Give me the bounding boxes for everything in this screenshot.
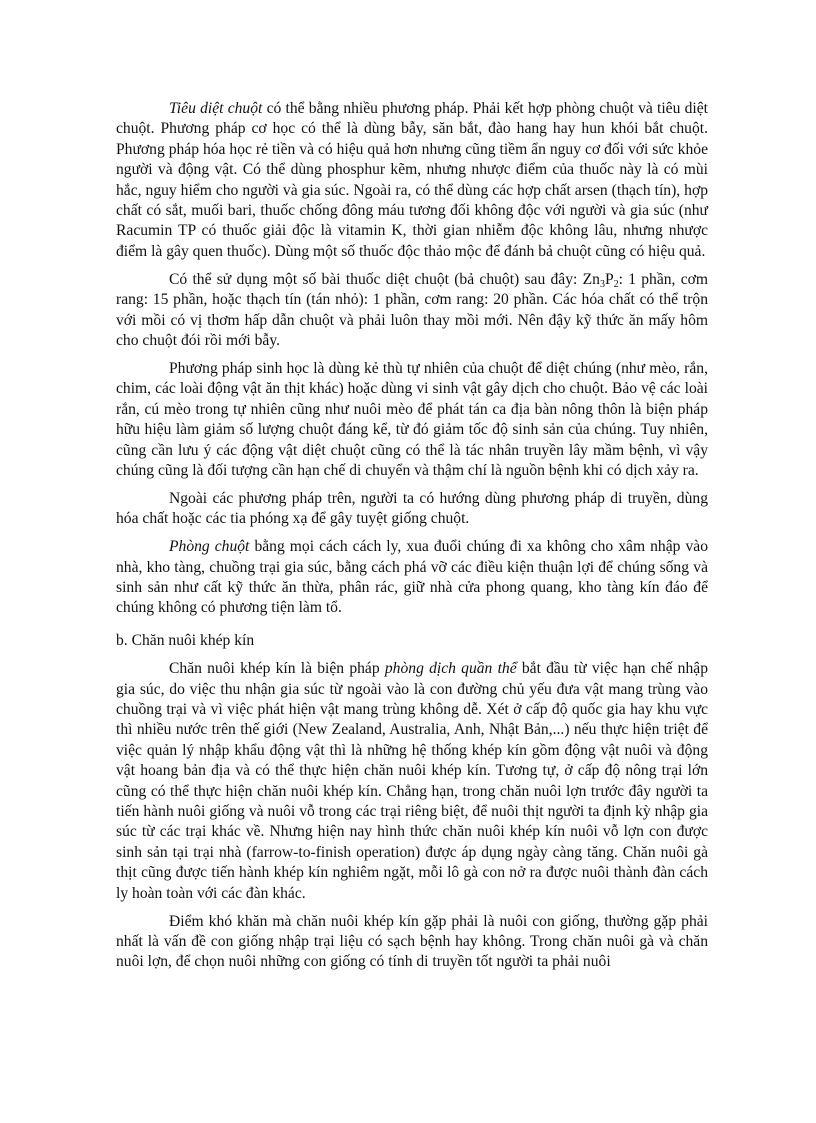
- paragraph-breeding-difficulty: [116, 912, 708, 973]
- paragraph-text: : 1 phần, cơm rang: 15 phần, hoặc thạch tín (tán nhỏ): 1 phần, cơm rang: 20 phần. Các hóa chất có thể trộn với mồi có vị thơm hấp dẫn chuột và phải luôn thay mồi mới. Nên đậy kỹ thức ăn mấy hôm cho chuột đói rồi mới bẫy.: [116, 270, 708, 349]
- italic-term: Tiêu diệt chuột: [169, 100, 263, 117]
- paragraph-text: Điểm khó khăn mà chăn nuôi khép kín gặp phải là nuôi con giống, thường gặp phải nhất là vấn đề con giống nhập trại liệu có sạch bệnh hay không. Trong chăn nuôi gà và chăn nuôi lợn, để chọn nuôi những con giống có tính di truyền tốt người ta phải nuôi: [116, 912, 708, 971]
- paragraph-text: P: [604, 270, 614, 288]
- subscript: 2: [613, 278, 619, 290]
- paragraph-rat-prevention: [116, 537, 708, 619]
- paragraph-closed-farming: [116, 659, 708, 904]
- italic-term: phòng dịch quần thể: [384, 660, 517, 678]
- paragraph-text: Chăn nuôi khép kín là biện pháp: [169, 660, 385, 678]
- paragraph-text: Có thể sử dụng một số bài thuốc diệt chuột (bả chuột) sau đây: Zn: [169, 270, 600, 288]
- document-page: [116, 99, 708, 980]
- paragraph-biological-method: [116, 359, 708, 481]
- paragraph-text: bắt đầu từ việc hạn chế nhập gia súc, do việc thu nhận gia súc từ ngoài vào là con đường chủ yếu đưa vật mang trùng vào chuồng trại và vì việc phát hiện vật mang trùng không dễ. Xét ở cấp độ quốc gia hay khu vực thì nhiều nước trên thế giới (New Zealand, Australia, Anh, Nhật Bản,...) nếu thực hiện triệt để việc quản lý nhập khẩu động vật thì là những hệ thống khép kín gồm động vật nuôi và động vật hoang bản địa và có thể thực hiện chăn nuôi khép kín. Tương tự, ở cấp độ nông trại lớn cũng có thể thực hiện chăn nuôi khép kín. Chẳng hạn, trong chăn nuôi lợn trước đây người ta tiến hành nuôi giống và nuôi vỗ trong các trại riêng biệt, để nuôi thịt người ta định kỳ nhập gia súc từ các trại khác về. Nhưng hiện nay hình thức chăn nuôi khép kín nuôi vỗ lợn con được sinh sản tại trại nhà (farrow-to-finish operation) được áp dụng ngày càng tăng. Chăn nuôi gà thịt cũng được tiến hành khép kín nghiêm ngặt, mỗi lô gà con nở ra được nuôi thành đàn cách ly hoàn toàn với các đàn khác.: [116, 660, 708, 902]
- paragraph-rat-poison-recipe: [116, 270, 708, 352]
- paragraph-text: Phương pháp sinh học là dùng kẻ thù tự nhiên của chuột để diệt chúng (như mèo, rắn, chim, các loài động vật ăn thịt khác) hoặc dùng vi sinh vật gây dịch cho chuột. Bảo vệ các loài rắn, cú mèo trong tự nhiên cũng như nuôi mèo để phát tán ca địa bàn nông thôn là biện pháp hữu hiệu làm giảm số lượng chuột đáng kể, từ đó giảm tốc độ sinh sản của chúng. Tuy nhiên, cũng cần lưu ý các động vật diệt chuột cũng có thể là tác nhân truyền lây mầm bệnh, vì vậy chúng cũng là đối tượng cần hạn chế di chuyển và thậm chí là nguồn bệnh khi có dịch xảy ra.: [116, 359, 708, 479]
- paragraph-genetic-method: [116, 489, 708, 530]
- paragraph-text: Ngoài các phương pháp trên, người ta có hướng dùng phương pháp di truyền, dùng hóa chất hoặc các tia phóng xạ để gây tuyệt giống chuột.: [116, 489, 708, 528]
- subscript: 3: [599, 278, 605, 290]
- italic-term: Phòng chuột: [169, 538, 250, 556]
- paragraph-text: bằng mọi cách cách ly, xua đuổi chúng đi xa không cho xâm nhập vào nhà, kho tàng, chuồng trại gia súc, bằng cách phá vỡ các điều kiện thuận lợi để chúng sống và sinh sản như cất kỹ thức ăn thừa, phân rác, giữ nhà cửa phong quang, kho tàng kín đáo để chúng không có phương tiện làm tổ.: [116, 538, 708, 617]
- paragraph-rat-extermination: [116, 99, 708, 262]
- paragraph-text: có thể bằng nhiều phương pháp. Phải kết hợp phòng chuột và tiêu diệt chuột. Phương pháp cơ học có thể là dùng bẫy, săn bắt, đào hang hay hun khói bắt chuột. Phương pháp hóa học rẻ tiền và có hiệu quả hơn nhưng cũng tiềm ẩn nguy cơ đối với sức khỏe người và động vật. Có thể dùng phosphur kẽm, nhưng nhược điểm của thuốc này là có mùi hắc, nguy hiểm cho người và gia súc. Ngoài ra, có thể dùng các hợp chất arsen (thạch tín), hợp chất có sắt, muối bari, thuốc chống đông máu tương đối không độc với người và gia súc (như Racumin TP có thuốc giải độc là vitamin K, thời gian nhiễm độc không lâu, nhưng nhược điểm là gây quen thuốc). Dùng một số thuốc độc thảo mộc để đánh bả chuột cũng có hiệu quả.: [116, 100, 709, 260]
- section-heading: b. Chăn nuôi khép kín: [116, 631, 255, 649]
